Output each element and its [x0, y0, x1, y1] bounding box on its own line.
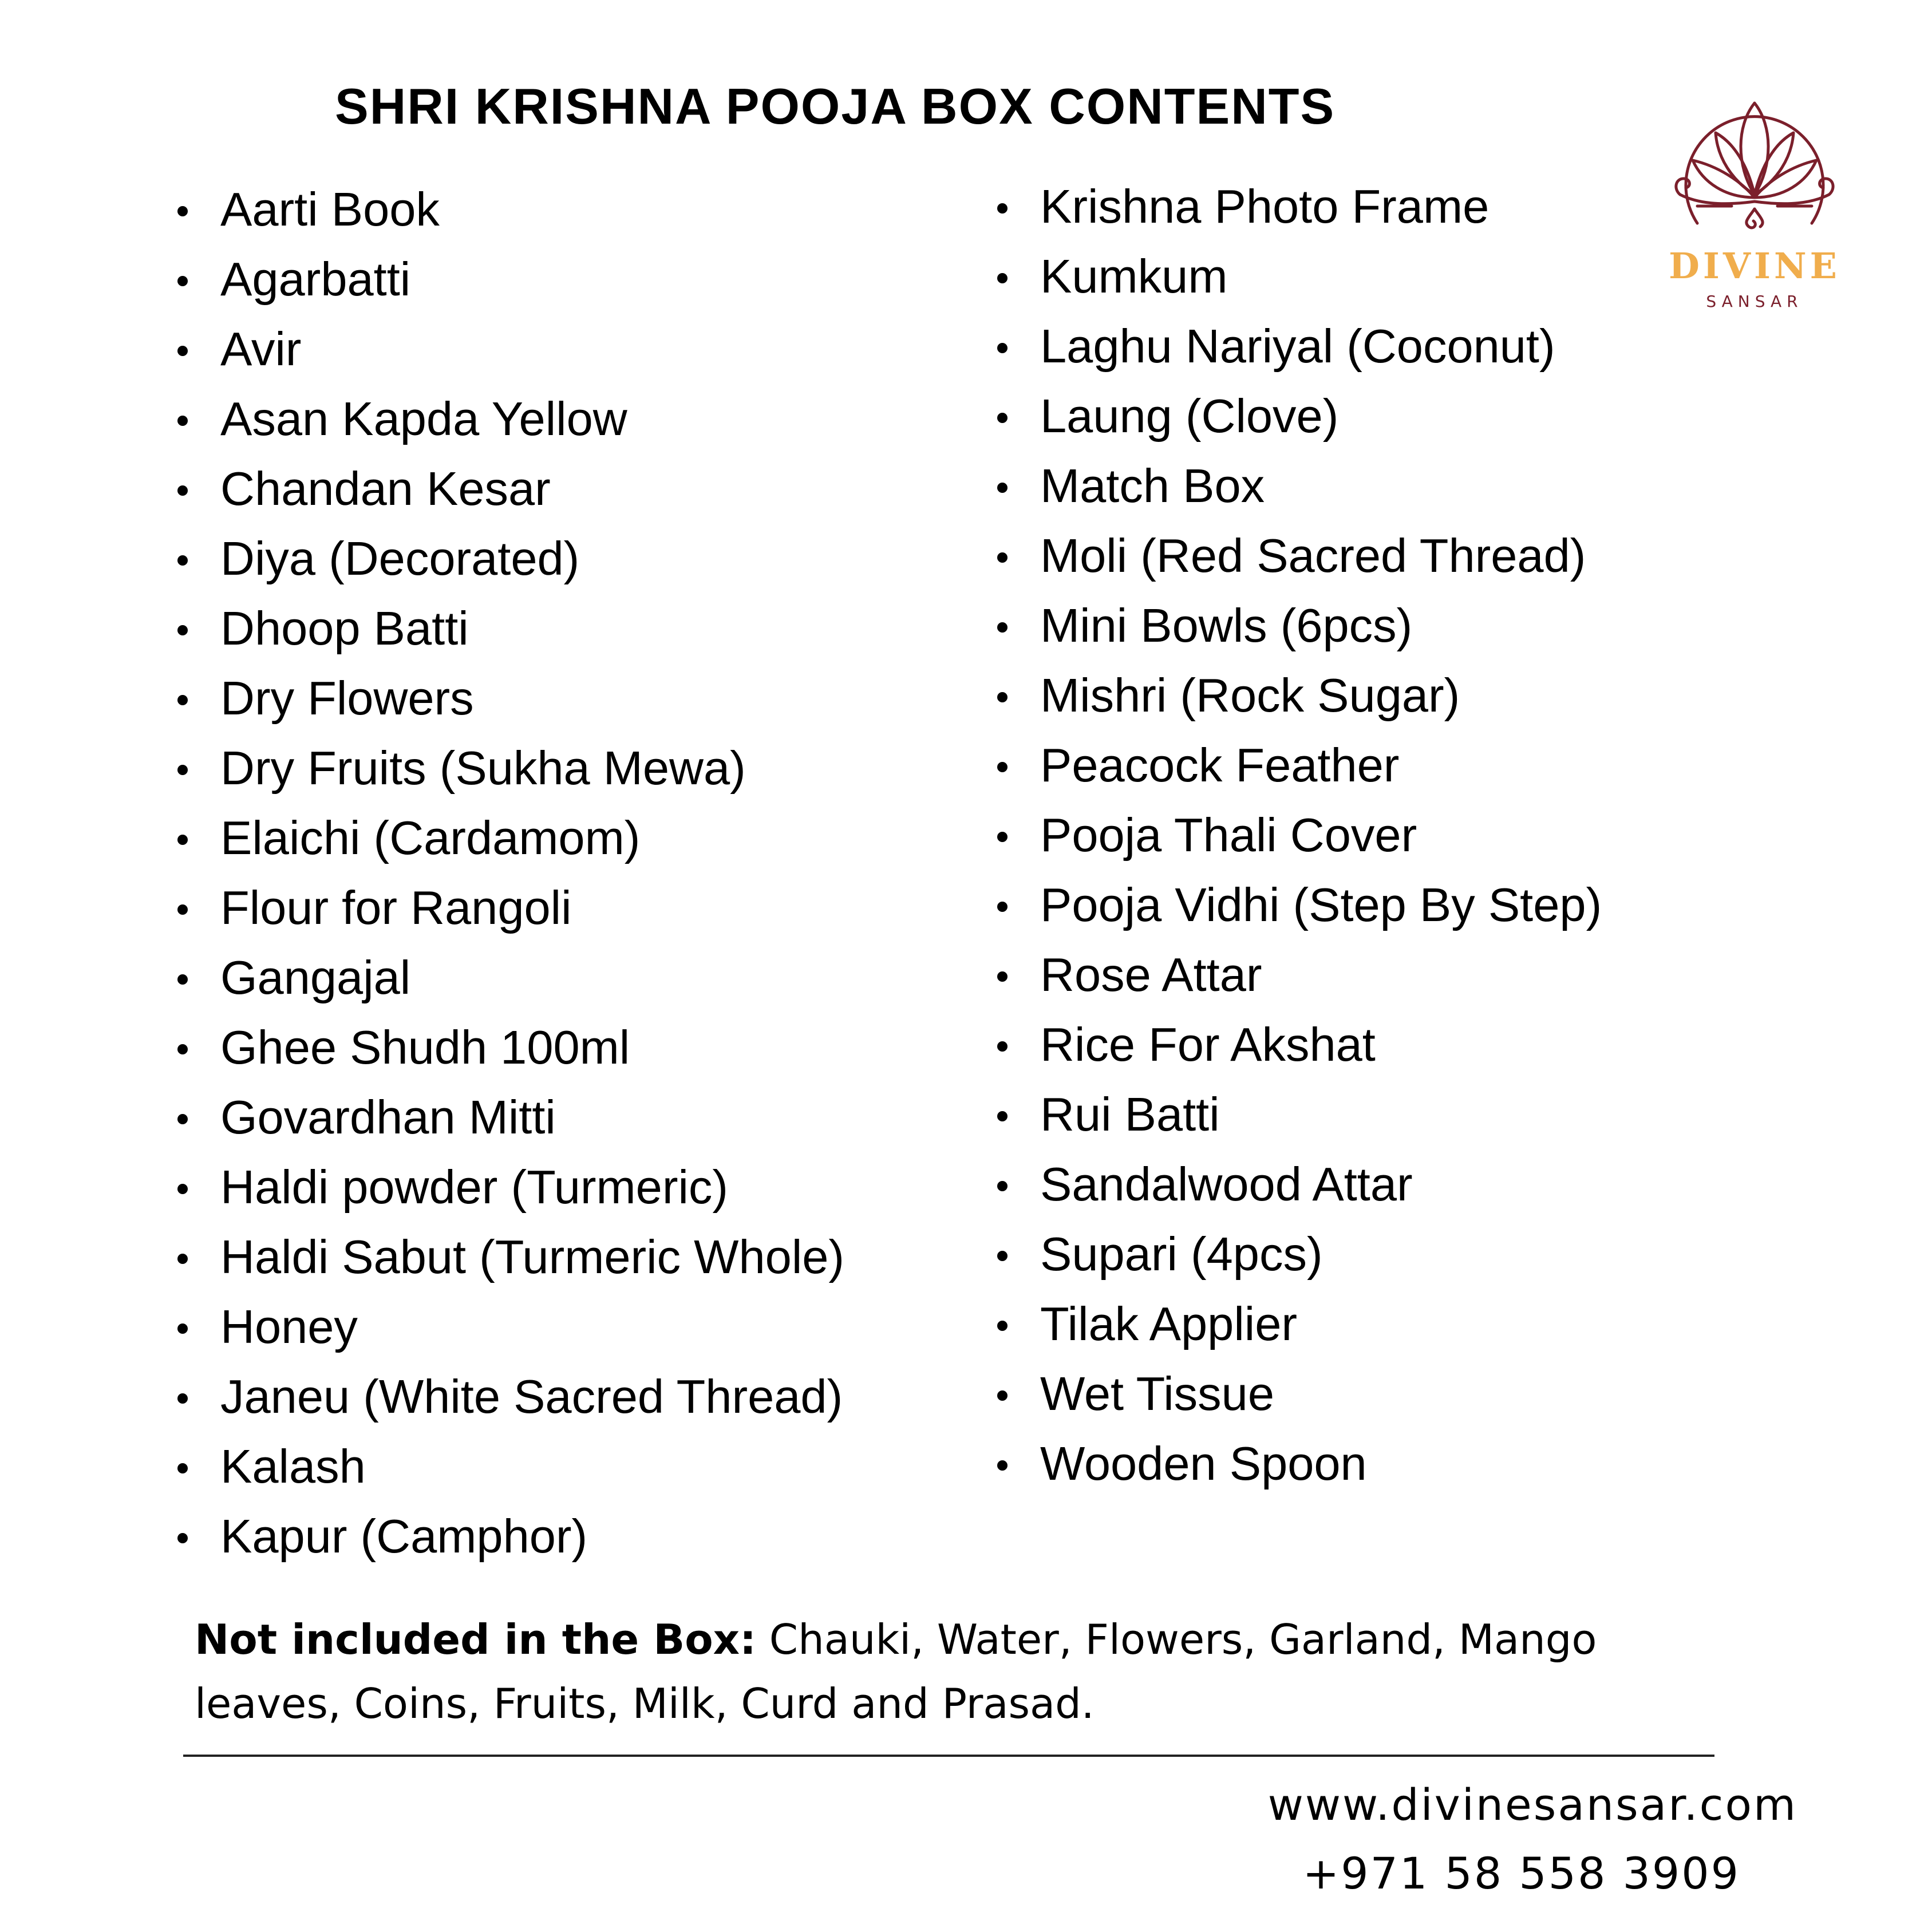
list-item-label: Pooja Vidhi (Step By Step) [1040, 878, 1602, 931]
bullet-icon [997, 413, 1008, 423]
bullet-icon [997, 762, 1008, 772]
list-item [991, 172, 1602, 242]
list-item-label: Elaichi (Cardamom) [220, 811, 641, 864]
bullet-icon [177, 1393, 188, 1404]
list-item [172, 1362, 844, 1432]
list-item-label: Wet Tissue [1040, 1367, 1275, 1420]
list-item [991, 1080, 1602, 1149]
list-item-label: Kumkum [1040, 250, 1228, 303]
list-item-label: Haldi powder (Turmeric) [220, 1160, 729, 1214]
page-title: SHRI KRISHNA POOJA BOX CONTENTS [335, 78, 1336, 135]
bullet-icon [177, 974, 188, 985]
list-item [172, 314, 844, 384]
list-item-label: Haldi Sabut (Turmeric Whole) [220, 1230, 845, 1283]
list-item-label: Supari (4pcs) [1040, 1227, 1323, 1281]
bullet-icon [177, 1533, 188, 1543]
list-item-label: Asan Kapda Yellow [220, 392, 627, 445]
bullet-icon [997, 1181, 1008, 1191]
list-item [172, 663, 844, 733]
list-item [172, 524, 844, 594]
list-item [991, 940, 1602, 1010]
list-item-label: Gangajal [220, 951, 411, 1004]
left-item-list [172, 175, 844, 1571]
list-item-label: Diya (Decorated) [220, 532, 580, 585]
list-item-label: Dhoop Batti [220, 602, 469, 655]
list-item [991, 1149, 1602, 1219]
list-item [172, 803, 844, 873]
list-item [172, 384, 844, 454]
bullet-icon [177, 1114, 188, 1124]
list-item-label: Aarti Book [220, 183, 440, 236]
list-item-label: Agarbatti [220, 252, 411, 306]
list-item-label: Flour for Rangoli [220, 881, 572, 934]
list-item-label: Krishna Photo Frame [1040, 180, 1490, 233]
list-item-label: Rui Batti [1040, 1088, 1220, 1141]
list-item [172, 1152, 844, 1222]
list-item [991, 381, 1602, 451]
bullet-icon [177, 835, 188, 845]
list-item-label: Wooden Spoon [1040, 1437, 1367, 1490]
list-item-label: Kapur (Camphor) [220, 1510, 588, 1563]
list-item-label: Rice For Akshat [1040, 1018, 1376, 1071]
bullet-icon [997, 692, 1008, 702]
brand-name: DIVINE [1669, 245, 1840, 287]
bullet-icon [177, 904, 188, 915]
list-item-label: Honey [220, 1300, 358, 1353]
bullet-icon [997, 902, 1008, 912]
list-item [172, 733, 844, 803]
list-item [991, 521, 1602, 591]
bullet-icon [177, 765, 188, 775]
list-item-label: Moli (Red Sacred Thread) [1040, 529, 1586, 582]
brand-subname: SANSAR [1706, 292, 1803, 311]
bullet-icon [177, 1184, 188, 1194]
list-item [991, 1219, 1602, 1289]
bullet-icon [997, 343, 1008, 353]
list-item [172, 1222, 844, 1292]
list-item [991, 661, 1602, 730]
list-item [172, 943, 844, 1013]
bullet-icon [177, 485, 188, 496]
list-item-label: Mishri (Rock Sugar) [1040, 669, 1460, 722]
list-item-label: Janeu (White Sacred Thread) [220, 1370, 843, 1423]
bullet-icon [177, 555, 188, 566]
list-item [991, 591, 1602, 661]
not-included-note [195, 1607, 1683, 1736]
list-item-label: Mini Bowls (6pcs) [1040, 599, 1413, 652]
list-item [991, 1429, 1602, 1499]
bullet-icon [177, 695, 188, 705]
bullet-icon [177, 1254, 188, 1264]
list-item [991, 1010, 1602, 1080]
bullet-icon [997, 971, 1008, 982]
phone-number[interactable]: +971 58 558 3909 [1302, 1848, 1740, 1899]
footer-divider [183, 1755, 1714, 1757]
list-item [991, 800, 1602, 870]
list-item-label: Match Box [1040, 459, 1265, 512]
bullet-icon [177, 206, 188, 216]
lotus-icon [1663, 80, 1846, 246]
bullet-icon [997, 622, 1008, 633]
list-item-label: Laung (Clove) [1040, 389, 1339, 442]
list-item [172, 1013, 844, 1082]
list-item [172, 1502, 844, 1571]
list-item-label: Sandalwood Attar [1040, 1157, 1413, 1211]
bullet-icon [997, 832, 1008, 842]
bullet-icon [177, 1463, 188, 1473]
list-item-label: Tilak Applier [1040, 1297, 1298, 1350]
bullet-icon [997, 203, 1008, 214]
list-item [991, 1289, 1602, 1359]
bullet-icon [177, 1323, 188, 1334]
list-item-label: Rose Attar [1040, 948, 1262, 1001]
bullet-icon [177, 416, 188, 426]
list-item [172, 873, 844, 943]
bullet-icon [997, 1390, 1008, 1401]
not-included-label: Not included in the Box: [195, 1615, 756, 1664]
bullet-icon [997, 1041, 1008, 1052]
bullet-icon [997, 1111, 1008, 1121]
list-item-label: Peacock Feather [1040, 738, 1400, 792]
website-link[interactable]: www.divinesansar.com [1267, 1779, 1797, 1830]
list-item-label: Dry Fruits (Sukha Mewa) [220, 741, 746, 795]
list-item [991, 1359, 1602, 1429]
list-item-label: Dry Flowers [220, 671, 474, 725]
brand-logo [1657, 80, 1852, 309]
list-item [172, 594, 844, 663]
list-item-label: Avir [220, 322, 302, 376]
list-item [991, 242, 1602, 311]
not-included-text: Chauki, Water, Flowers, Garland, Mango leaves, Coins, Fruits, Milk, Curd and Prasad. [195, 1615, 1597, 1728]
bullet-icon [997, 1321, 1008, 1331]
bullet-icon [177, 625, 188, 635]
bullet-icon [177, 1044, 188, 1054]
list-item-label: Chandan Kesar [220, 462, 551, 515]
list-item-label: Govardhan Mitti [220, 1091, 556, 1144]
list-item [172, 244, 844, 314]
list-item [991, 311, 1602, 381]
list-item-label: Kalash [220, 1440, 366, 1493]
list-item [172, 1292, 844, 1362]
bullet-icon [177, 276, 188, 286]
list-item [172, 454, 844, 524]
bullet-icon [997, 1460, 1008, 1471]
list-item-label: Pooja Thali Cover [1040, 808, 1417, 862]
bullet-icon [177, 346, 188, 356]
list-item-label: Ghee Shudh 100ml [220, 1021, 630, 1074]
bullet-icon [997, 552, 1008, 563]
list-item [991, 730, 1602, 800]
bullet-icon [997, 1251, 1008, 1261]
list-item [172, 1432, 844, 1502]
list-item [172, 1082, 844, 1152]
list-item [172, 175, 844, 244]
list-item-label: Laghu Nariyal (Coconut) [1040, 319, 1555, 373]
bullet-icon [997, 483, 1008, 493]
list-item [991, 870, 1602, 940]
bullet-icon [997, 273, 1008, 283]
right-item-list [991, 172, 1602, 1499]
list-item [991, 451, 1602, 521]
